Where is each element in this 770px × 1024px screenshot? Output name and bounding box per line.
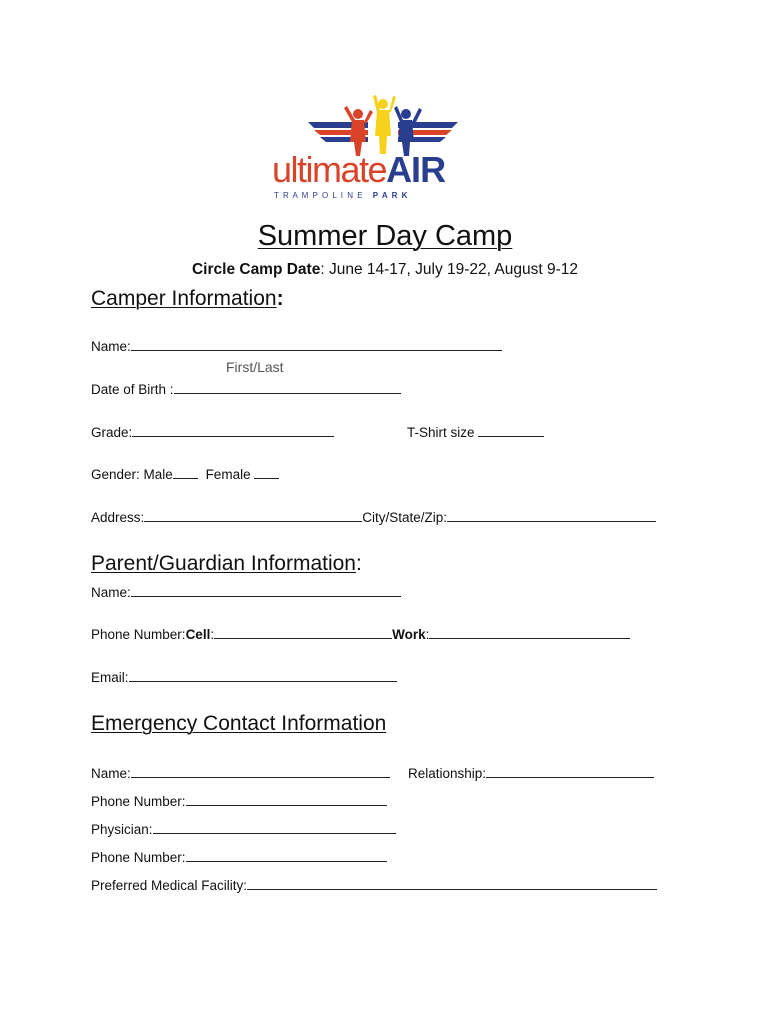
emergency-heading-text: Emergency Contact Information xyxy=(91,712,387,735)
camper-name-field[interactable] xyxy=(131,338,502,351)
emergency-relationship-label: Relationship: xyxy=(408,766,487,781)
emergency-phone-label: Phone Number: xyxy=(91,794,186,809)
emergency-facility-label: Preferred Medical Facility: xyxy=(91,878,248,893)
parent-heading-colon: : xyxy=(355,552,362,575)
logo-word-ultimate: ultimate xyxy=(272,149,387,190)
emergency-facility-field[interactable] xyxy=(247,877,657,890)
parent-heading xyxy=(91,552,362,576)
parent-email-field[interactable] xyxy=(129,669,397,682)
emergency-facility-row xyxy=(91,877,657,894)
parent-email-label: Email: xyxy=(91,670,129,685)
emergency-heading xyxy=(91,712,386,736)
camper-address-field[interactable] xyxy=(144,509,362,522)
emergency-phone2-field[interactable] xyxy=(186,849,387,862)
camper-dob-label: Date of Birth : xyxy=(91,382,174,397)
camper-heading xyxy=(91,287,284,311)
camper-gender-female-label: Female xyxy=(205,467,251,482)
parent-heading-text: Parent/Guardian Information xyxy=(91,552,356,575)
logo-word-air: AIR xyxy=(386,149,446,190)
camper-tshirt-field[interactable] xyxy=(478,424,544,437)
parent-cell-field[interactable] xyxy=(214,626,392,639)
camp-date-value: : June 14-17, July 19-22, August 9-12 xyxy=(320,261,578,278)
parent-name-row xyxy=(91,584,401,601)
camper-csz-field[interactable] xyxy=(447,509,656,522)
emergency-phone-field[interactable] xyxy=(186,793,387,806)
emergency-relationship-row xyxy=(408,765,654,782)
parent-cell-label: Cell xyxy=(185,627,211,642)
camper-heading-colon: : xyxy=(276,287,284,310)
camp-date-line xyxy=(0,261,770,279)
camper-name-hint: First/Last xyxy=(226,359,284,375)
logo-tagline-trampoline: T R A M P O L I N E xyxy=(274,191,364,200)
page-title: Summer Day Camp xyxy=(257,220,513,252)
camper-gender-male-field[interactable] xyxy=(173,466,198,479)
camper-dob-row xyxy=(91,381,401,398)
camp-date-label: Circle Camp Date xyxy=(191,261,321,278)
emergency-physician-label: Physician: xyxy=(91,822,153,837)
camper-tshirt-row xyxy=(407,424,544,441)
camper-gender-male-label: Gender: Male xyxy=(91,467,173,482)
parent-name-label: Name: xyxy=(91,585,131,600)
parent-work-colon: : xyxy=(425,627,430,642)
emergency-relationship-field[interactable] xyxy=(486,765,654,778)
emergency-phone2-row xyxy=(91,849,387,866)
emergency-physician-field[interactable] xyxy=(153,821,396,834)
parent-cell-colon: : xyxy=(210,627,215,642)
camper-name-label: Name: xyxy=(91,339,131,354)
parent-name-field[interactable] xyxy=(131,584,401,597)
camper-address-row xyxy=(91,509,656,526)
camper-name-row xyxy=(91,338,502,355)
camper-grade-row xyxy=(91,424,334,441)
emergency-name-field[interactable] xyxy=(131,765,390,778)
camper-gender-female-field[interactable] xyxy=(254,466,279,479)
logo-tagline-park: P A R K xyxy=(372,191,409,200)
parent-phone-label: Phone Number: xyxy=(91,627,186,642)
camper-address-label: Address: xyxy=(91,510,145,525)
camper-gender-row xyxy=(91,466,279,483)
camper-grade-field[interactable] xyxy=(132,424,334,437)
camper-dob-field[interactable] xyxy=(174,381,401,394)
camper-tshirt-label: T-Shirt size xyxy=(407,425,475,440)
emergency-phone2-label: Phone Number: xyxy=(91,850,186,865)
emergency-name-row xyxy=(91,765,390,782)
camper-csz-label: City/State/Zip: xyxy=(362,510,448,525)
parent-email-row xyxy=(91,669,397,686)
emergency-name-label: Name: xyxy=(91,766,131,781)
logo xyxy=(272,92,494,204)
parent-work-label: Work xyxy=(392,627,426,642)
emergency-physician-row xyxy=(91,821,396,838)
emergency-phone-row xyxy=(91,793,387,810)
parent-phone-row xyxy=(91,626,630,643)
camper-heading-text: Camper Information xyxy=(91,287,277,310)
camper-grade-label: Grade: xyxy=(91,425,133,440)
parent-work-field[interactable] xyxy=(429,626,630,639)
